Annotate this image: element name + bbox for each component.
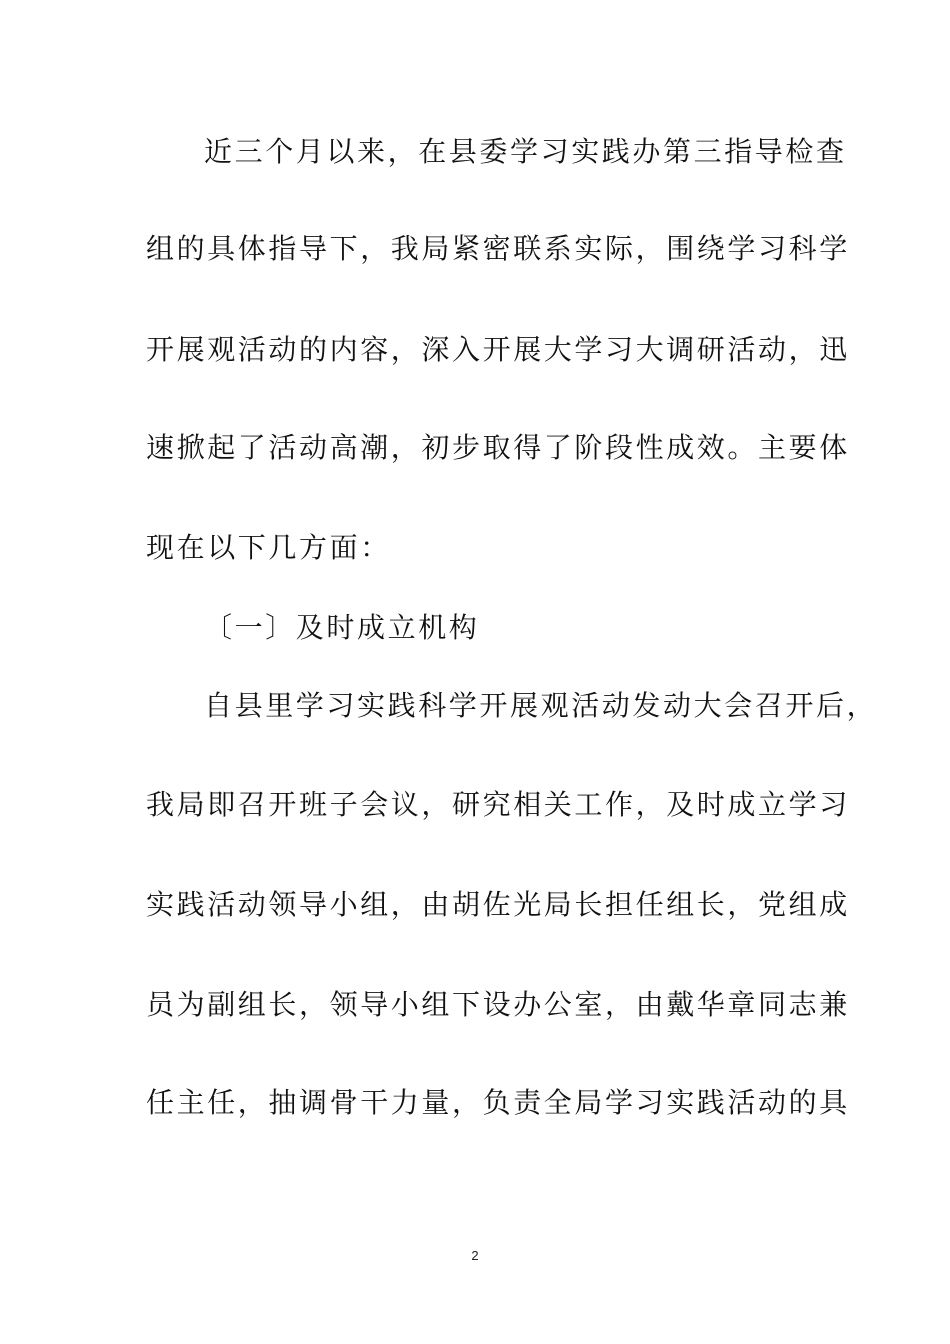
page-number: 2 — [471, 1248, 479, 1263]
paragraph-2-line-2: 我局即召开班子会议，研究相关工作，及时成立学习 — [146, 788, 850, 821]
section-heading: 〔一〕及时成立机构 — [204, 611, 480, 644]
paragraph-1-line-4: 速掀起了活动高潮，初步取得了阶段性成效。主要体 — [146, 431, 850, 464]
paragraph-2-line-4: 员为副组长，领导小组下设办公室，由戴华章同志兼 — [146, 988, 850, 1021]
paragraph-2-line-1: 自县里学习实践科学开展观活动发动大会召开后， — [204, 689, 878, 722]
paragraph-1-line-1: 近三个月以来，在县委学习实践办第三指导检查 — [204, 135, 847, 168]
paragraph-2-line-5: 任主任，抽调骨干力量，负责全局学习实践活动的具 — [146, 1086, 850, 1119]
paragraph-2-line-3: 实践活动领导小组，由胡佐光局长担任组长，党组成 — [146, 888, 850, 921]
paragraph-1-line-5: 现在以下几方面： — [146, 531, 391, 564]
paragraph-1-line-3: 开展观活动的内容，深入开展大学习大调研活动，迅 — [146, 333, 850, 366]
paragraph-1-line-2: 组的具体指导下，我局紧密联系实际，围绕学习科学 — [146, 232, 850, 265]
